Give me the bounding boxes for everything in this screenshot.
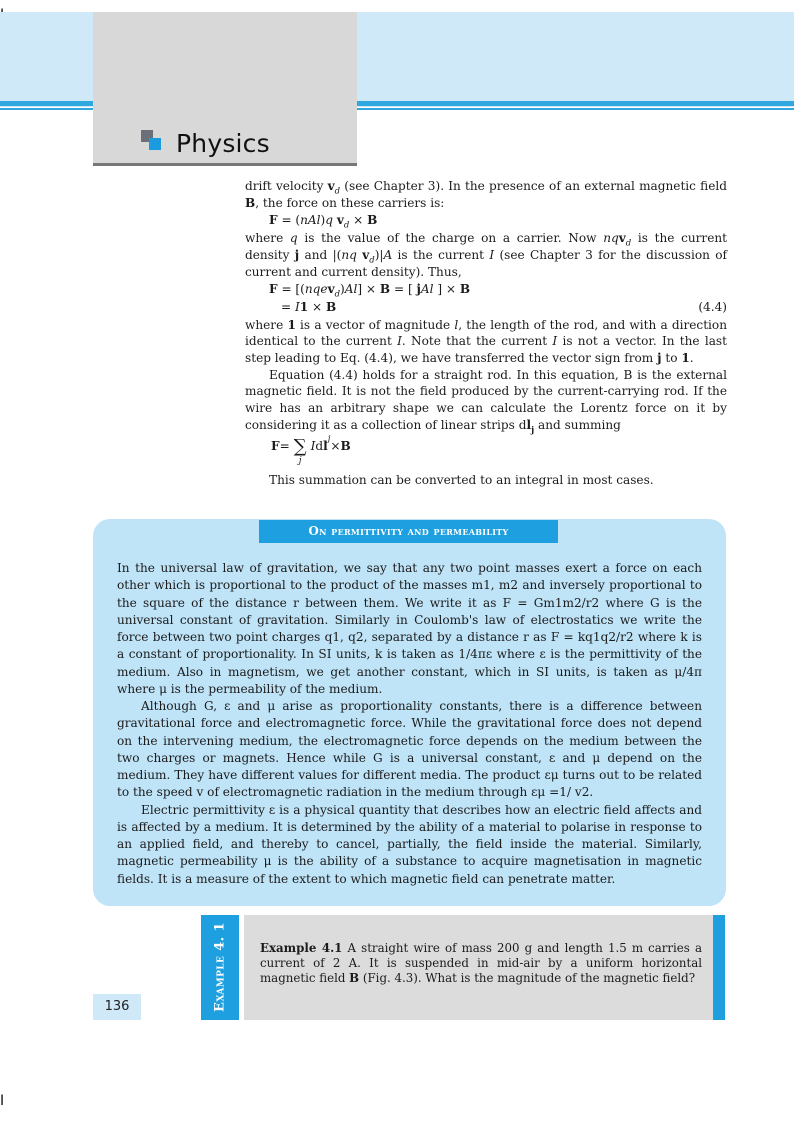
info-paragraph: In the universal law of gravitation, we say that any two point masses exert a force on each other which is proportional to the product of the masses m1, m2 and inversely proportional to the square of the distance r between them. We write it as F = Gm1m2/r2 where G is the universal constant of gravitation. Similarly in Coulomb's law of electrostatics we write the force between two point charges q1, q2, separated by a distance r as F = kq1q2/r2 where k is a constant of proportionality. In SI units, k is taken as 1/4πε where ε is the permittivity of the medium. Also in magnetism, we get another constant, which in SI units, is taken as μ/4π where μ is the permeability of the medium.: [117, 561, 702, 696]
paragraph: where 1 is a vector of magnitude l, the length of the rod, and with a direction identical to the current I. Note that the current I is not a vector. In the last step leading to Eq. (4.4), we have transferred the vector sign from j to 1.: [245, 317, 728, 366]
info-box-title: On permittivity and permeability: [259, 520, 558, 543]
summation-equation: F = ∑ j I d l j × B: [271, 432, 351, 466]
main-text: [245, 178, 727, 488]
paragraph: Equation (4.4) holds for a straight rod. In this equation, B is the external magnetic field. It is not the field produced by the current-carrying rod. If the wire has an arbitrary shape we can calculate the Lorentz force on it by considering it as a collection of linear strips $dl_j$ and summing: [245, 367, 727, 435]
squares-logo-icon: [141, 130, 162, 151]
equation: F = (nAl)q $v_d \times B$: [269, 213, 378, 230]
page-number: 136: [93, 994, 141, 1020]
example-rightbar: [713, 915, 725, 1020]
paragraph: This summation can be converted to an integral in most cases.: [269, 472, 654, 487]
info-box-text: [117, 560, 702, 888]
info-paragraph: Electric permittivity ε is a physical quantity that describes how an electric field affects and is affected by a medium. It is determined by the ability of a material to polarise in response to an applied field, and thereby to cancel, partially, the field inside the material. Similarly, magnetic permeability μ is the ability of a substance to acquire magnetisation in magnetic fields. It is a measure of the extent to which magnetic field can penetrate matter.: [117, 802, 702, 886]
equation: = I1 × B (4.4): [281, 299, 727, 314]
paragraph: where q is the value of the charge on a carrier. Now nqv$_d$ is the current density j and |(nq $v_d)|A$ is the current I (see Chapter 3 for the discussion of current and current density). Thus,: [245, 231, 727, 279]
example-text: Example 4.1 A straight wire of mass 200 g and length 1.5 m carries a current of 2 A. It is suspended in mid-air by a uniform horizontal magnetic field B (Fig. 4.3). What is the magnitude of the magnetic field?: [260, 941, 702, 986]
paragraph: drift velocity $v_d$ (see Chapter 3). In the presence of an external magnetic field B, the force on these carriers is:: [245, 179, 727, 210]
chapter-title: Physics: [176, 129, 270, 158]
crop-mark-bottom: I: [0, 1093, 5, 1109]
chapter-title-rule: [93, 163, 357, 166]
equation: F = [(nqev$_d$)Al] × B = [ jAl ] × B: [269, 282, 471, 299]
equation-number: (4.4): [698, 299, 727, 314]
example-tab-label: Example 4. 1: [212, 922, 228, 1012]
info-paragraph: Although G, ε and μ arise as proportionality constants, there is a difference between gravitational force and electromagnetic force. While the gravitational force does not depend on the intervening medium, the electromagnetic force depends on the medium between the two charges or magnets. Hence while G is a universal constant, ε and μ depend on the medium. They have different values for different media. The product εμ turns out to be related to the speed v of electromagnetic radiation in the medium through εμ =1/ v2.: [117, 699, 702, 800]
